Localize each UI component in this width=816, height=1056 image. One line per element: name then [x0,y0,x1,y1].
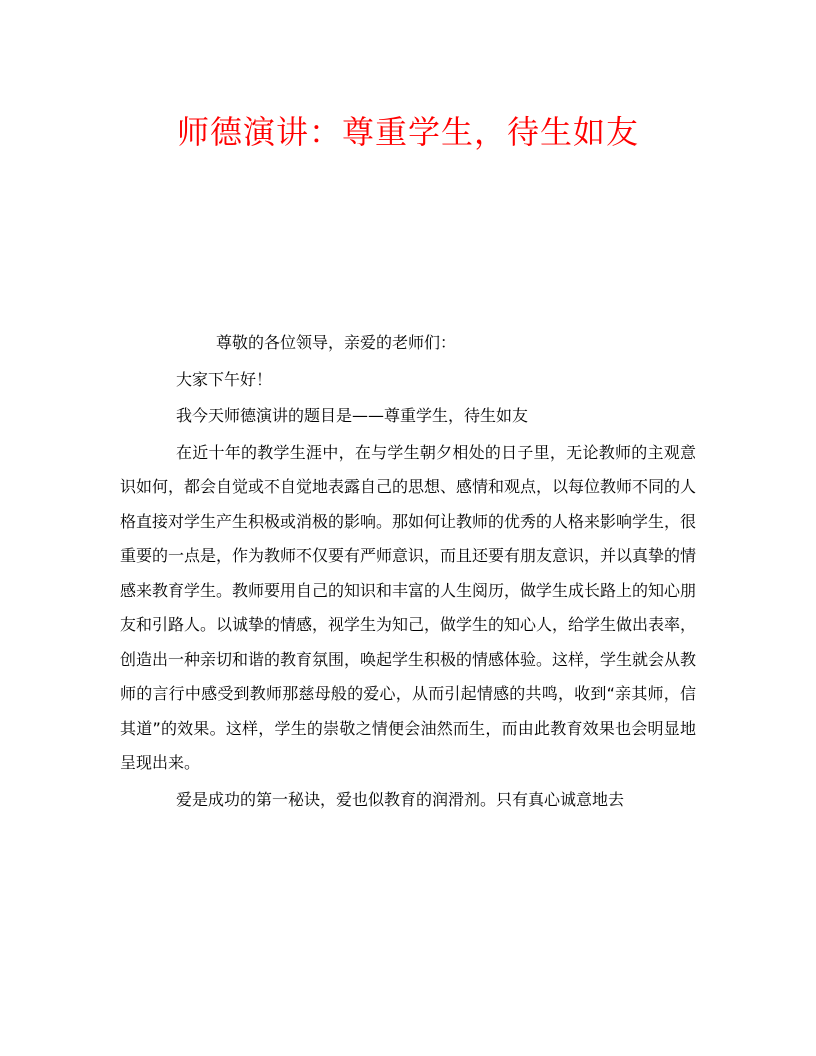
topic-paragraph: 我今天师德演讲的题目是——尊重学生，待生如友 [176,406,529,425]
salutation-paragraph: 尊敬的各位领导，亲爱的老师们： [216,333,457,352]
greeting-paragraph: 大家下午好！ [176,369,273,389]
closing-paragraph: 爱是成功的第一秘诀，爱也似教育的润滑剂。只有真心诚意地去 [176,789,625,809]
document-body [120,326,696,817]
body-paragraph: 在近十年的教学生涯中，在与学生朝夕相处的日子里，无论教师的主观意识如何，都会自觉或不自觉地表露自己的思想、感情和观点，以每位教师不同的人格直接对学生产生积极或消极的影响。那如何让教师的优秀的人格来影响学生，很重要的一点是，作为教师不仅要有严师意识，而且还要有朋友意识，并以真挚的情感来教育学生。教师要用自己的知识和丰富的人生阅历，做学生成长路上的知心朋友和引路人。以诚挚的情感，视学生为知己，做学生的知心人，给学生做出表率，创造出一种亲切和谐的教育氛围，唤起学生积极的情感体验。这样，学生就会从教师的言行中感受到教师那慈母般的爱心，从而引起情感的共鸣，收到“亲其师，信其道”的效果。这样，学生的崇敬之情便会油然而生，而由此教育效果也会明显地呈现出来。 [120,442,697,772]
document-title: 师德演讲：尊重学生，待生如友 [176,113,639,151]
